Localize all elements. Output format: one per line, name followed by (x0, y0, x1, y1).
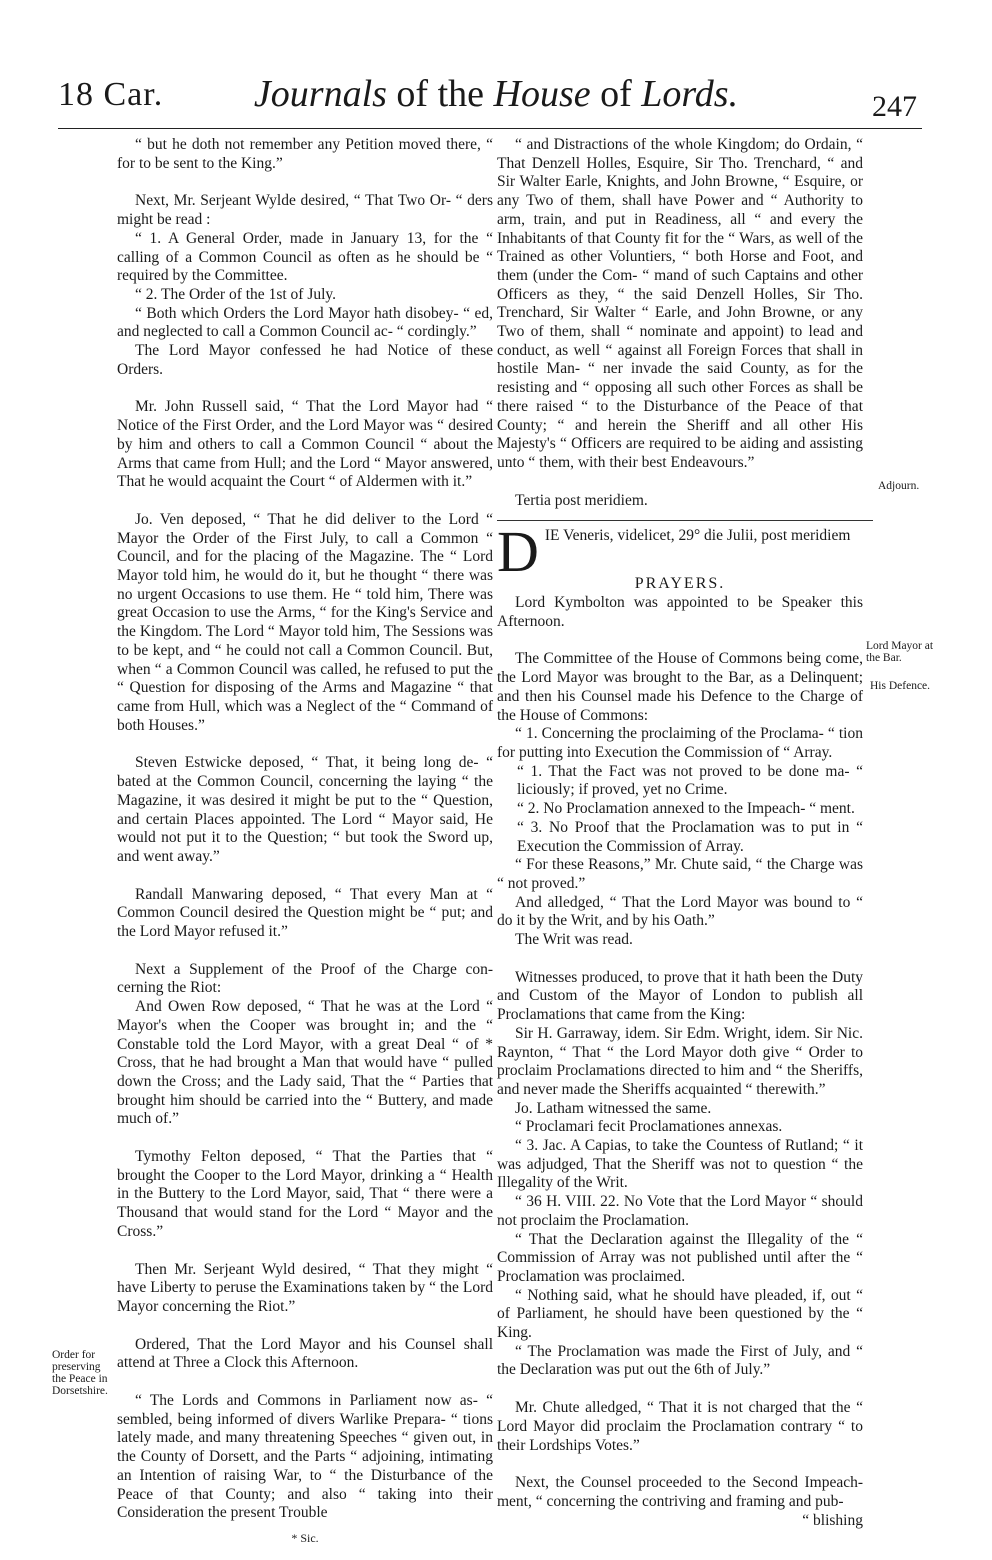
running-title (0, 72, 992, 116)
paragraph: “ Proclamari fecit Proclamationes annexas. (515, 1118, 783, 1136)
footnote: * Sic. (291, 1531, 319, 1545)
paragraph: Ordered, That the Lord Mayor and his Counsel shall attend at Three a Clock this Afternoon. (117, 1335, 493, 1372)
paragraph-gap (497, 631, 863, 650)
paragraph-gap (497, 473, 863, 492)
paragraph-gap (117, 173, 493, 192)
margin-note-order: Order for preserving the Peace in Dorsetshire. (52, 1349, 108, 1397)
paragraph-gap (117, 379, 493, 398)
paragraph: Sir H. Garraway, idem. Sir Edm. Wright, idem. Sir Nic. Raynton, “ That “ the Lord Mayor doth give “ Order to proclaim Proclamations directed to him and “ the Sheriffs, and never made the Sheriffs acquainted “ therewith.” (497, 1024, 863, 1098)
paragraph: Next, Mr. Serjeant Wylde desired, “ That Two Or- “ ders might be read : (117, 192, 493, 229)
paragraph-gap (117, 1373, 493, 1392)
paragraph: The Committee of the House of Commons being come, the Lord Mayor was brought to the Bar, as a Delinquent; and then his Counsel made his Defence to the Charge of the House of Commons: (497, 650, 863, 724)
paragraph-gap (117, 735, 493, 754)
paragraph: “ 2. The Order of the 1st of July. (135, 285, 337, 303)
paragraph: “ Both which Orders the Lord Mayor hath disobey- “ ed, and neglected to call a Common Council ac- “ cordingly.” (117, 304, 493, 341)
paragraph: Mr. Chute alledged, “ That it is not charged that the “ Lord Mayor did proclaim the Proclamation contrary “ to their Lordships Votes.” (497, 1399, 863, 1454)
section-rule (497, 520, 873, 521)
paragraph-gap (117, 867, 493, 886)
paragraph: The Writ was read. (515, 931, 633, 949)
right-column (497, 136, 863, 1530)
prayers-heading: PRAYERS. (634, 575, 726, 593)
paragraph: Jo. Latham witnessed the same. (515, 1099, 712, 1117)
page-number: 247 (872, 90, 917, 123)
paragraph: “ The Lords and Commons in Parliament now as- “ sembled, being informed of divers Warlike Prepara- “ tions lately made, and many threatening Speeches “ given out, in the County of Dorsett, and the Parts “ adjoining, intimating an Intention of raising War, to “ the Disturbance of the Peace of that County; and also “ taking into their Consideration the present Trouble (117, 1392, 493, 1522)
paragraph: Randall Manwaring deposed, “ That every Man at “ Common Council desired the Question might be “ put; and the Lord Mayor refused it.” (117, 885, 493, 941)
catchword: “ blishing (802, 1511, 863, 1529)
paragraph: Lord Kymbolton was appointed to be Speaker this Afternoon. (497, 594, 863, 630)
paragraph: “ 3. Jac. A Capias, to take the Countess of Rutland; “ it was adjudged, That the Sheriff was not to question “ the Illegality of the Writ. (497, 1137, 863, 1192)
paragraph: “ For these Reasons,” Mr. Chute said, “ the Charge was “ not proved.” (497, 856, 863, 892)
paragraph: “ but he doth not remember any Petition moved there, “ for to be sent to the King.” (117, 136, 493, 172)
paragraph: “ 1. Concerning the proclaiming of the Proclama- “ tion for putting into Execution the Commission of “ Array. (497, 725, 863, 761)
paragraph: Mr. John Russell said, “ That the Lord Mayor had “ Notice of the First Order, and the Lord Mayor was “ desired by him and others to call a Common Council “ about the Arms that came from Hull; and the Lord “ Mayor answered, That he would acquaint the Court “ of Aldermen with it.” (117, 398, 493, 491)
paragraph-gap (497, 1455, 863, 1474)
paragraph: “ and Distractions of the whole Kingdom; do Ordain, “ That Denzell Holles, Esquire, Sir Tho. Trenchard, “ and Sir Walter Earle, Knights, and John Browne, “ Esquire, or any Two of them, shall have Power and “ Authority to arm, train, and put in Readiness, all “ and every the Inhabitants of that County fit for the “ Wars, as well of the Trained as other Voluntiers, “ both Horse and Foot, and them (under the Com- “ mand of such Captains and other Officers as they, “ the said Denzell Holles, Sir Tho. Trenchard, Sir Walter “ Earle, and John Browne, or any Two of them, shall “ nominate and appoint) to lead and conduct, as well “ against all Foreign Forces that shall in hostile Man- “ ner invade the said County, as for the resisting and “ opposing all such other Forces as shall be there raised “ to the Disturbance of the Peace of that County; “ and herein the Sheriff and all other His Majesty's “ Officers are required to be aiding and assisting unto “ them, with their best Endeavours.” (497, 136, 863, 471)
paragraph: Next, the Counsel proceeded to the Second Impeach- ment, “ concerning the contriving and framing and pub- (497, 1474, 863, 1510)
regnal-year: 18 Car. (58, 76, 164, 113)
paragraph: The Lord Mayor confessed he had Notice of these Orders. (117, 342, 493, 378)
paragraph-gap (117, 1242, 493, 1261)
margin-note-adjourn: Adjourn. (878, 480, 920, 492)
paragraph: Next a Supplement of the Proof of the Charge con- cerning the Riot: (117, 960, 493, 997)
paragraph: “ 1. A General Order, made in January 13, for the “ calling of a Common Council as often as he should be “ required by the Committee. (117, 229, 493, 285)
paragraph: “ 36 H. VIII. 22. No Vote that the Lord Mayor “ should not proclaim the Proclamation. (497, 1193, 863, 1229)
title-part-house: House (493, 73, 591, 115)
paragraph: Witnesses produced, to prove that it hath been the Duty and Custom of the Mayor of London to publish all Proclamations that came from the King: (497, 968, 863, 1024)
paragraph: “ 2. No Proclamation annexed to the Impeach- “ ment. (517, 800, 855, 818)
paragraph: Steven Estwicke deposed, “ That, it being long de- “ bated at the Common Council, concerning the laying “ the Magazine, it was desired it might be put to the “ Question, and certain Places appointed. The Lord “ Mayor said, He would not put it to the Question; “ but took the Sword up, and went away.” (117, 754, 493, 865)
margin-note-lord-mayor: Lord Mayor at the Bar. (866, 640, 934, 664)
title-part-lords: Lords. (641, 73, 739, 115)
paragraph: “ That the Declaration against the Illegality of the “ Commission of Array was not published until after the “ Proclamation was proclaimed. (497, 1230, 863, 1285)
title-part-journals: Journals (253, 73, 387, 115)
drop-cap: D (497, 519, 539, 585)
paragraph: Tymothy Felton deposed, “ That the Parties that “ brought the Cooper to the Lord Mayor, drinking a “ Health in the Buttery to the Lord Mayor, said, That “ there were a Thousand that would stand for the Lord “ Mayor and the Cross.” (117, 1148, 493, 1240)
paragraph: Then Mr. Serjeant Wyld desired, “ That they might “ have Liberty to peruse the Examinations taken by “ the Lord Mayor concerning the Riot.” (117, 1260, 493, 1315)
paragraph-gap (497, 950, 863, 969)
page-header (0, 70, 992, 130)
paragraph: Tertia post meridiem. (515, 491, 648, 509)
title-part-of: of (590, 73, 642, 115)
paragraph: “ 3. No Proof that the Proclamation was to put in “ Execution the Commission of Array. (517, 818, 863, 855)
title-part-of-the: of the (386, 73, 494, 115)
margin-note-defence: His Defence. (870, 680, 931, 692)
header-rule (58, 128, 922, 129)
paragraph: “ Nothing said, what he should have pleaded, if, out “ of Parliament, he should have been questioned by the “ King. (497, 1286, 863, 1342)
paragraph: Jo. Ven deposed, “ That he did deliver to the Lord “ Mayor the Order of the First July, to call a Common “ Council, and for the placing of the Magazine. The “ Lord Mayor told him, he would do it, but he thought “ there was no urgent Occasions to use them. He “ told him, There was great Occasion to use the Arms, “ for the King's Service and the Kingdom. The Lord “ Mayor told him, The Sessions was to be kept, and “ he could not call a Common Council. But, when “ a Common Council was called, he refused to put the “ Question for disposing of the Arms and Magazine “ that came from Hull, which was a Neglect of the “ Command of both Houses.” (117, 510, 493, 734)
paragraph: And alledged, “ That the Lord Mayor was bound to “ do it by the Writ, and by his Oath.” (497, 893, 863, 930)
paragraph: “ The Proclamation was made the First of July, and “ the Declaration was put out the 6th of July.” (497, 1342, 863, 1379)
left-column (117, 136, 493, 1560)
paragraph-gap (497, 1380, 863, 1399)
paragraph: “ 1. That the Fact was not proved to be done ma- “ liciously; if proved, yet no Crime. (517, 762, 863, 799)
paragraph-gap (117, 492, 493, 511)
paragraph-gap (117, 942, 493, 961)
session-heading: IE Veneris, videlicet, 29° die Julii, post meridiem (544, 527, 851, 545)
paragraph-gap (117, 1317, 493, 1336)
paragraph: And Owen Row deposed, “ That he was at the Lord “ Mayor's when the Cooper was brought in; and the “ Constable told the Lord Mayor, with a great Deal “ of * Cross, that he had brought a Man that would have “ pulled down the Cross; and the Lady said, That the “ Parties that brought him should be carried into the “ Buttery, and made much of.” (117, 998, 493, 1128)
paragraph-gap (117, 1129, 493, 1148)
